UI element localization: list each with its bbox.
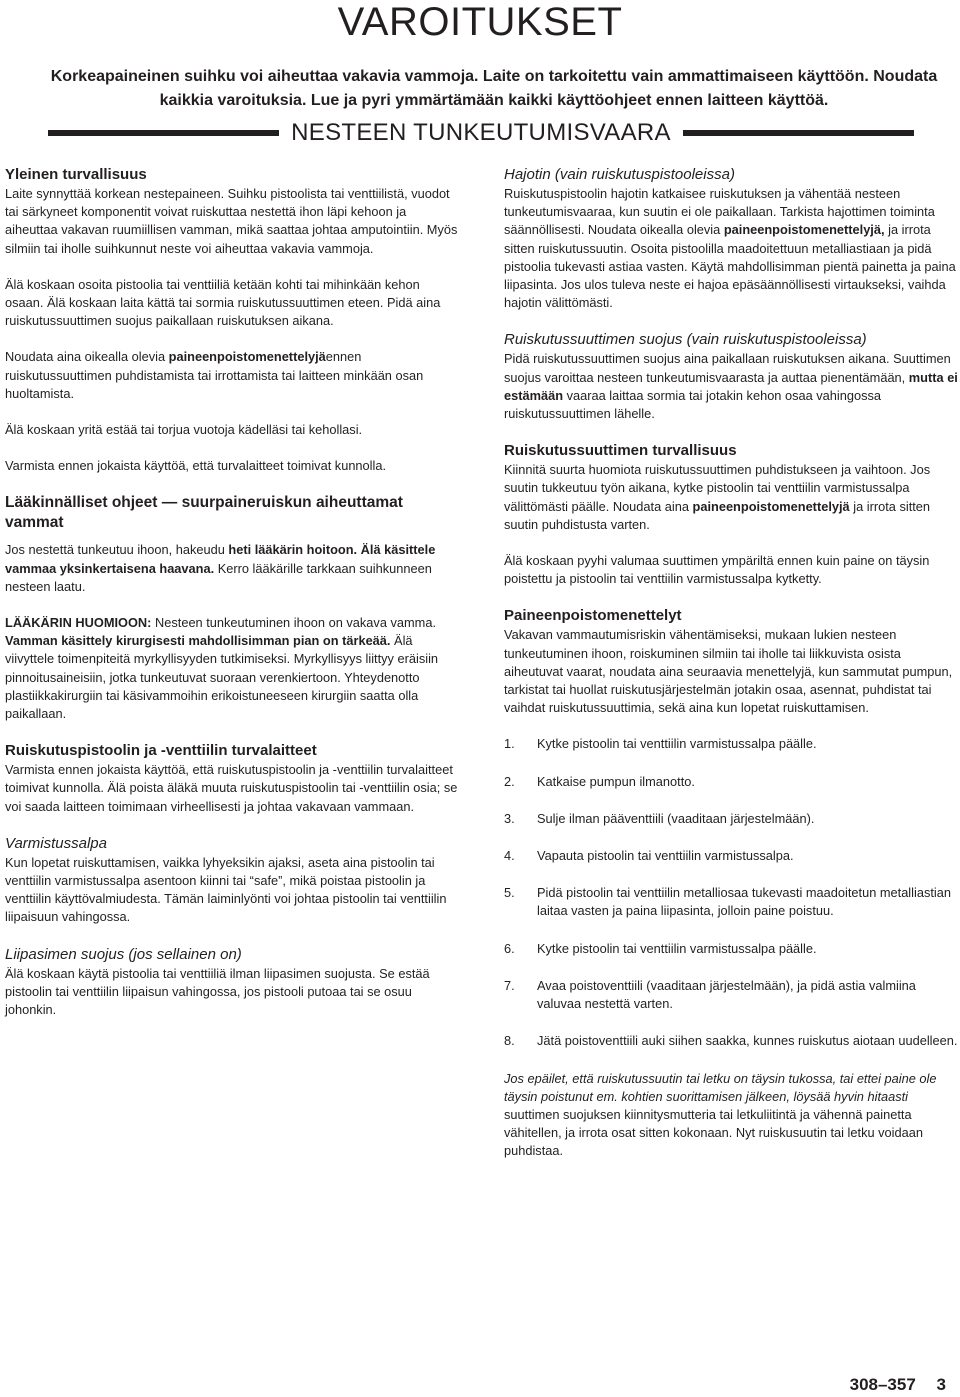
nozzle-safety-paragraph: Kiinnitä suurta huomiota ruiskutussuuttimen puhdistukseen ja vaihtoon. Jos suutin tukkeutuu työn aikana, kytke pistoolin tai venttiilin varmistussalpa välittömästi päälle. Noudata aina paineenpoistomenettelyjä ja irrota sitten suutin puhdistusta varten. (504, 462, 931, 532)
general-safety-paragraph: Varmista ennen jokaista käyttöä, että turvalaitteet toimivat kunnolla. (5, 458, 387, 474)
section-heading-nozzle-guard: Ruiskutussuuttimen suojus (vain ruiskutuspistooleissa) (504, 331, 867, 349)
general-safety-paragraph: Laite synnyttää korkean nestepaineen. Suihku pistoolista tai venttiilistä, vuodot tai särkyneet komponentit voivat ruiskuttaa nestettä ihon läpi kehoon ja aiheuttaa vakavan ruumiillisen vamman, mikä saattaa johtaa amputointiin. Myös silmiin tai iholle suihkunnut neste voi aiheuttaa vakavia vammoja. (5, 186, 458, 256)
general-safety-paragraph: Älä koskaan osoita pistoolia tai venttiiliä ketään kohti tai mihinkään kehon osaan. Älä koskaan laita kättä tai sormia ruiskutussuuttimen eteen. Pidä aina ruiskutussuuttimen suojus paikallaan ruiskutuksen aikana. (5, 276, 441, 329)
heading-rule-right (683, 130, 914, 136)
list-item: 6. Kytke pistoolin tai venttiilin varmistussalpa päälle. (504, 940, 817, 956)
intro-warning: Korkeapaineinen suihku voi aiheuttaa vakavia vammoja. Laite on tarkoitettu vain ammattimaiseen käyttöön. Noudata kaikkia varoituksia. Lue ja pyri ymmärtämään kaikki käyttöohjeet ennen laitteen käyttöä. (50, 68, 938, 109)
nozzle-guard-paragraph: Pidä ruiskutussuuttimen suojus aina paikallaan ruiskutuksen aikana. Suuttimen suojus varoittaa nesteen tunkeutumisvaarasta ja auttaa pienentämään, mutta ei estämään vaaraa laittaa sormia tai jotakin kehon osaa vahingossa ruiskutussuuttimen lähelle. (504, 351, 958, 422)
pressure-relief-steps (504, 735, 959, 1050)
pressure-relief-paragraph: Vakavan vammautumisriskin vähentämiseksi, mukaan lukien nesteen tunkeutuminen ihoon, roiskuminen silmiin tai iholle tai liikkuvista osista aiheutuvat vaarat, noudata aina seuraavia menettelyjä, kun sammutat pumpun, tarkistat tai huollat ruiskutusjärjestelmän jotakin osaa, asennat, puhdistat tai vaihdat ruiskutussuuttimia, sekä aina kun lopetat ruiskuttamisen. (504, 627, 953, 716)
hazard-heading-bar (48, 116, 914, 150)
section-heading-nozzle-safety: Ruiskutussuuttimen turvallisuus (504, 442, 737, 460)
safety-latch-paragraph: Kun lopetat ruiskuttamisen, vaikka lyhyeksikin ajaksi, aseta aina pistoolin tai venttiilin varmistussalpa asentoon kiinni tai “safe”, mikä poistaa pistoolin ja venttiilin käyttövalmiudesta. Tämän laiminlyönti voi johtaa pistoolin tai venttiilin liipaisuun vahingossa. (5, 854, 447, 925)
list-item: 1. Kytke pistoolin tai venttiilin varmistussalpa päälle. (504, 736, 817, 752)
section-heading-general-safety: Yleinen turvallisuus (5, 166, 147, 183)
left-column (5, 165, 460, 1037)
trigger-guard-paragraph: Älä koskaan käytä pistoolia tai venttiiliä ilman liipasimen suojusta. Se estää pistoolin tai venttiilin liipaisun vahingossa, jos pistooli putoaa tai se osuu johonkin. (5, 965, 430, 1018)
section-heading-gun-safety: Ruiskutuspistoolin ja -venttiilin turvalaitteet (5, 742, 317, 760)
section-heading-medical: Lääkinnälliset ohjeet — suurpaineruiskun aiheuttamat vammat (5, 494, 403, 532)
hazard-heading: NESTEEN TUNKEUTUMISVAARA (291, 119, 671, 146)
section-heading-trigger-guard: Liipasimen suojus (jos sellainen on) (5, 945, 242, 963)
right-column (504, 165, 959, 1179)
general-safety-paragraph: Älä koskaan yritä estää tai torjua vuotoja kädelläsi tai kehollasi. (5, 422, 363, 438)
gun-safety-paragraph: Varmista ennen jokaista käyttöä, että ruiskutuspistoolin ja -venttiilin turvalaitteet toimivat kunnolla. Älä poista äläkä muuta ruiskutuspistoolin tai -venttiilin osia; se voi saada laitteen toimimaan virheellisesti ja johtaa vakavaan vammaan. (5, 762, 458, 814)
section-heading-safety-latch: Varmistussalpa (5, 834, 107, 852)
medical-paragraph: Jos nestettä tunkeutuu ihoon, hakeudu heti lääkärin hoitoon. Älä käsittele vammaa yksinkertaisena haavana. Kerro lääkärille tarkkaan suihkunneen nesteen laatu. (5, 542, 436, 594)
list-item: 4. Vapauta pistoolin tai venttiilin varmistussalpa. (504, 848, 794, 864)
heading-rule-left (48, 130, 279, 136)
section-heading-pressure-relief: Paineenpoistomenettelyt (504, 607, 682, 625)
physician-note: LÄÄKÄRIN HUOMIOON: Nesteen tunkeutuminen ihoon on vakava vamma. Vamman käsittely kirurgisesti mahdollisimman pian on tärkeää. Älä viivyttele toimenpiteitä myrkyllisyyden tutkimiseksi. Myrkyllisyys liittyy eräisiin pinnoitusaineisiin, jotka tunkeutuvat suoraan verenkiertoon. Yhteydenotto plastiikkakirurgiin tai käsivammoihin erikoistuneeseen kirurgiin saatta olla paikallaan. (5, 615, 439, 722)
page-title: VAROITUKSET (337, 0, 623, 44)
section-heading-diffuser: Hajotin (vain ruiskutuspistooleissa) (504, 166, 735, 183)
page-number: 3 (936, 1375, 946, 1394)
list-item: 2. Katkaise pumpun ilmanotto. (504, 773, 695, 789)
list-item: 8. Jätä poistoventtiili auki siihen saakka, kunnes ruiskutus aiotaan uudelleen. (504, 1033, 958, 1049)
list-item: 7. Avaa poistoventtiili (vaaditaan järjestelmään), ja pidä astia valmiina valuvaa nestettä varten. (504, 977, 916, 1012)
list-item: 5. Pidä pistoolin tai venttiilin metalliosaa tukevasti maadoitetun metalliastian laitaa vasten ja paina liipasinta, jolloin paine poistuu. (504, 885, 951, 919)
document-code: 308–357 (849, 1375, 916, 1394)
list-item: 3. Sulje ilman pääventtiili (vaaditaan järjestelmään). (504, 810, 815, 826)
diffuser-paragraph: Ruiskutuspistoolin hajotin katkaisee ruiskutuksen ja vähentää nesteen tunkeutumisvaaraa, kun suutin ei ole paikallaan. Tarkista hajottimen toiminta säännöllisesti. Noudata oikealla olevia paineenpoistomenettelyjä, ja irrota sitten ruiskutussuutin. Osoita pistoolilla maadoitettuun metalliastiaan ja pidä pistoolia tukevasti astiaa vasten. Käytä mahdollisimman pientä painetta ja paina liipasinta. Jos ulos tuleva neste ei hajoa epäsäännöllisesti virtaukseksi, vaihda hajotin välittömästi. (504, 186, 956, 311)
general-safety-paragraph: Noudata aina oikealla olevia paineenpoistomenettelyjäennen ruiskutussuuttimen puhdistamista tai irrottamista tai laitteen minkään osan huoltamista. (5, 349, 424, 401)
nozzle-safety-paragraph: Älä koskaan pyyhi valumaa suuttimen ympäriltä ennen kuin paine on täysin poistettu ja pistoolin tai venttiilin varmistussalpa kytketty. (504, 553, 930, 587)
pressure-relief-final-note: Jos epäilet, että ruiskutussuutin tai letku on täysin tukossa, tai ettei paine ole täysin poistunut em. kohtien suorittamisen jälkeen, löysää hyvin hitaasti suuttimen suojuksen kiinnitysmutteria tai letkuliitintä ja vähennä painetta vähitellen, ja irrota osat sitten kokonaan. Nyt ruiskusuutin tai letku voidaan puhdistaa. (504, 1070, 937, 1159)
page-footer (850, 1375, 946, 1395)
